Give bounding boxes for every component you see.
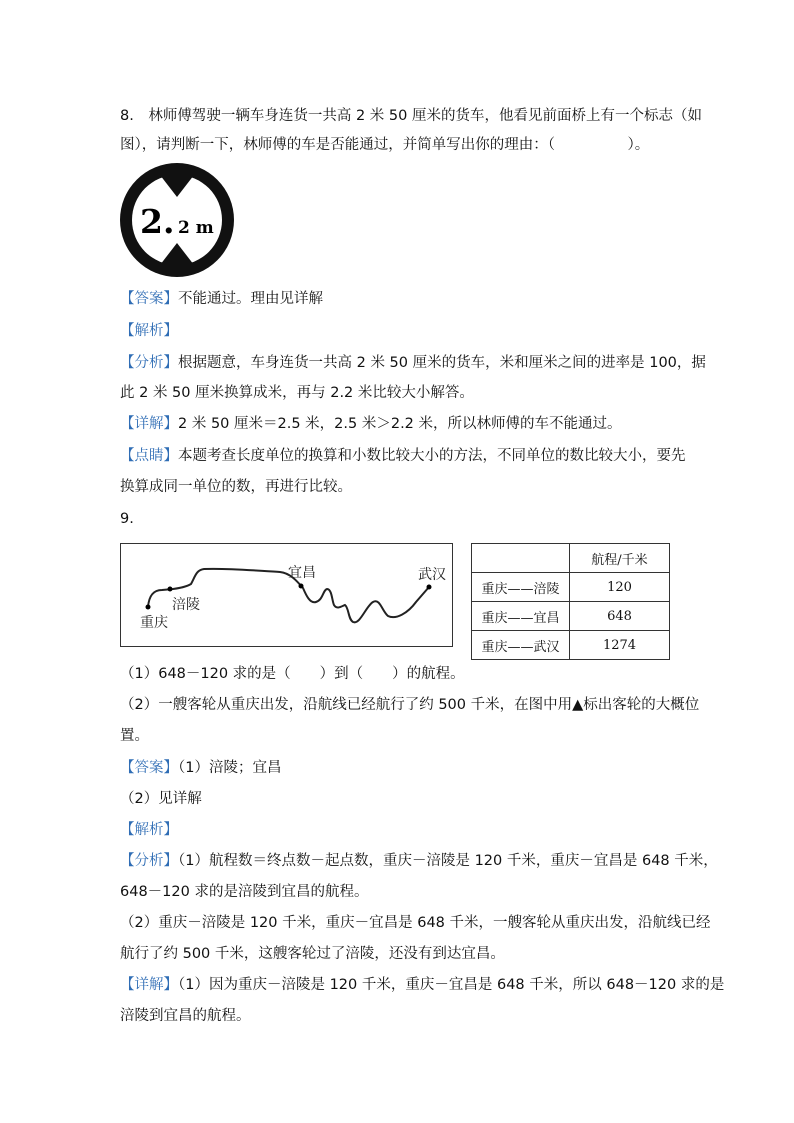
answer-tag: 【答案】 <box>120 760 178 776</box>
q8-text-line1: 8. 林师傅驾驶一辆车身连货一共高 2 米 50 厘米的货车，他看见前面桥上有一个标志（如 <box>120 108 702 124</box>
q9-answer-line2: （2）见详解 <box>120 791 202 807</box>
q9-fenxi-line4: 航行了约 500 千米，这艘客轮过了涪陵，还没有到达宜昌。 <box>120 946 505 962</box>
q8-analysis-heading <box>120 321 178 341</box>
sign-big-number: 2. <box>140 202 175 241</box>
q9-fenxi-line1 <box>120 851 718 871</box>
chongqing-label: 重庆 <box>140 615 168 631</box>
q8-dianjing-line1 <box>120 446 686 466</box>
distance-cell: 120 <box>570 573 670 602</box>
table-header-cell: 航程/千米 <box>570 544 670 573</box>
yichang-label: 宜昌 <box>288 565 316 581</box>
dianjing-tag: 【点睛】 <box>120 448 178 464</box>
q9-sub1: （1）648－120 求的是（ ）到（ ）的航程。 <box>120 666 465 682</box>
dianjing-text: 本题考查长度单位的换算和小数比较大小的方法，不同单位的数比较大小，要先 <box>178 448 686 464</box>
q8-text-line2: 图），请判断一下，林师傅的车是否能通过，并简单写出你的理由：（ ）。 <box>120 137 650 153</box>
table-row <box>472 573 670 602</box>
q9-xiangjie-line1 <box>120 975 724 995</box>
table-header-row <box>472 544 670 573</box>
answer-text: 不能通过。理由见详解 <box>178 291 323 307</box>
distance-cell: 1274 <box>570 631 670 660</box>
q9-fenxi-line2: 648－120 求的是涪陵到宜昌的航程。 <box>120 884 369 900</box>
route-cell: 重庆——宜昌 <box>472 602 570 631</box>
distance-table <box>471 543 670 660</box>
distance-cell: 648 <box>570 602 670 631</box>
fuling-label: 涪陵 <box>172 597 200 613</box>
analysis-tag: 【解析】 <box>120 323 178 339</box>
q9-sub2-line2: 置。 <box>120 728 149 744</box>
sign-small-number: 2 m <box>178 218 214 238</box>
fenxi-tag: 【分析】 <box>120 853 178 869</box>
route-cell: 重庆——涪陵 <box>472 573 570 602</box>
height-limit-sign <box>120 163 234 277</box>
river-route-map <box>120 543 453 647</box>
table-header-cell <box>472 544 570 573</box>
fenxi-text: （1）航程数＝终点数－起点数，重庆－涪陵是 120 千米，重庆－宜昌是 648 千米， <box>178 853 718 869</box>
xiangjie-text: 2 米 50 厘米＝2.5 米，2.5 米＞2.2 米，所以林师傅的车不能通过。 <box>178 416 622 432</box>
table-row <box>472 602 670 631</box>
q9-xiangjie-line2: 涪陵到宜昌的航程。 <box>120 1008 251 1024</box>
fenxi-tag: 【分析】 <box>120 355 178 371</box>
q8-answer <box>120 289 323 309</box>
analysis-tag: 【解析】 <box>120 822 178 838</box>
q9-fenxi-line3: （2）重庆－涪陵是 120 千米，重庆－宜昌是 648 千米，一艘客轮从重庆出发，沿航线已经 <box>120 915 711 931</box>
wuhan-label: 武汉 <box>418 567 446 583</box>
q8-dianjing-line2: 换算成同一单位的数，再进行比较。 <box>120 479 352 495</box>
q8-fenxi-line2: 此 2 米 50 厘米换算成米，再与 2.2 米比较大小解答。 <box>120 385 474 401</box>
q9-analysis-heading <box>120 820 178 840</box>
xiangjie-tag: 【详解】 <box>120 416 178 432</box>
table-row <box>472 631 670 660</box>
wuhan-point <box>427 585 432 590</box>
q8-fenxi-line1 <box>120 353 706 373</box>
fenxi-text: 根据题意，车身连货一共高 2 米 50 厘米的货车，米和厘米之间的进率是 100，据 <box>178 355 706 371</box>
map-frame <box>121 544 453 647</box>
q8-xiangjie <box>120 414 622 434</box>
xiangjie-tag: 【详解】 <box>120 977 178 993</box>
yichang-point <box>299 584 304 589</box>
route-cell: 重庆——武汉 <box>472 631 570 660</box>
q9-answer-line1 <box>120 758 281 778</box>
chongqing-point <box>146 605 151 610</box>
q9-number: 9. <box>120 511 134 527</box>
fuling-point <box>168 587 173 592</box>
xiangjie-text: （1）因为重庆－涪陵是 120 千米，重庆－宜昌是 648 千米，所以 648－120 求的是 <box>178 977 725 993</box>
answer-text: （1）涪陵；宜昌 <box>178 760 282 776</box>
answer-tag: 【答案】 <box>120 291 178 307</box>
q9-sub2-line1: （2）一艘客轮从重庆出发，沿航线已经航行了约 500 千米，在图中用▲标出客轮的大概位 <box>120 697 700 713</box>
